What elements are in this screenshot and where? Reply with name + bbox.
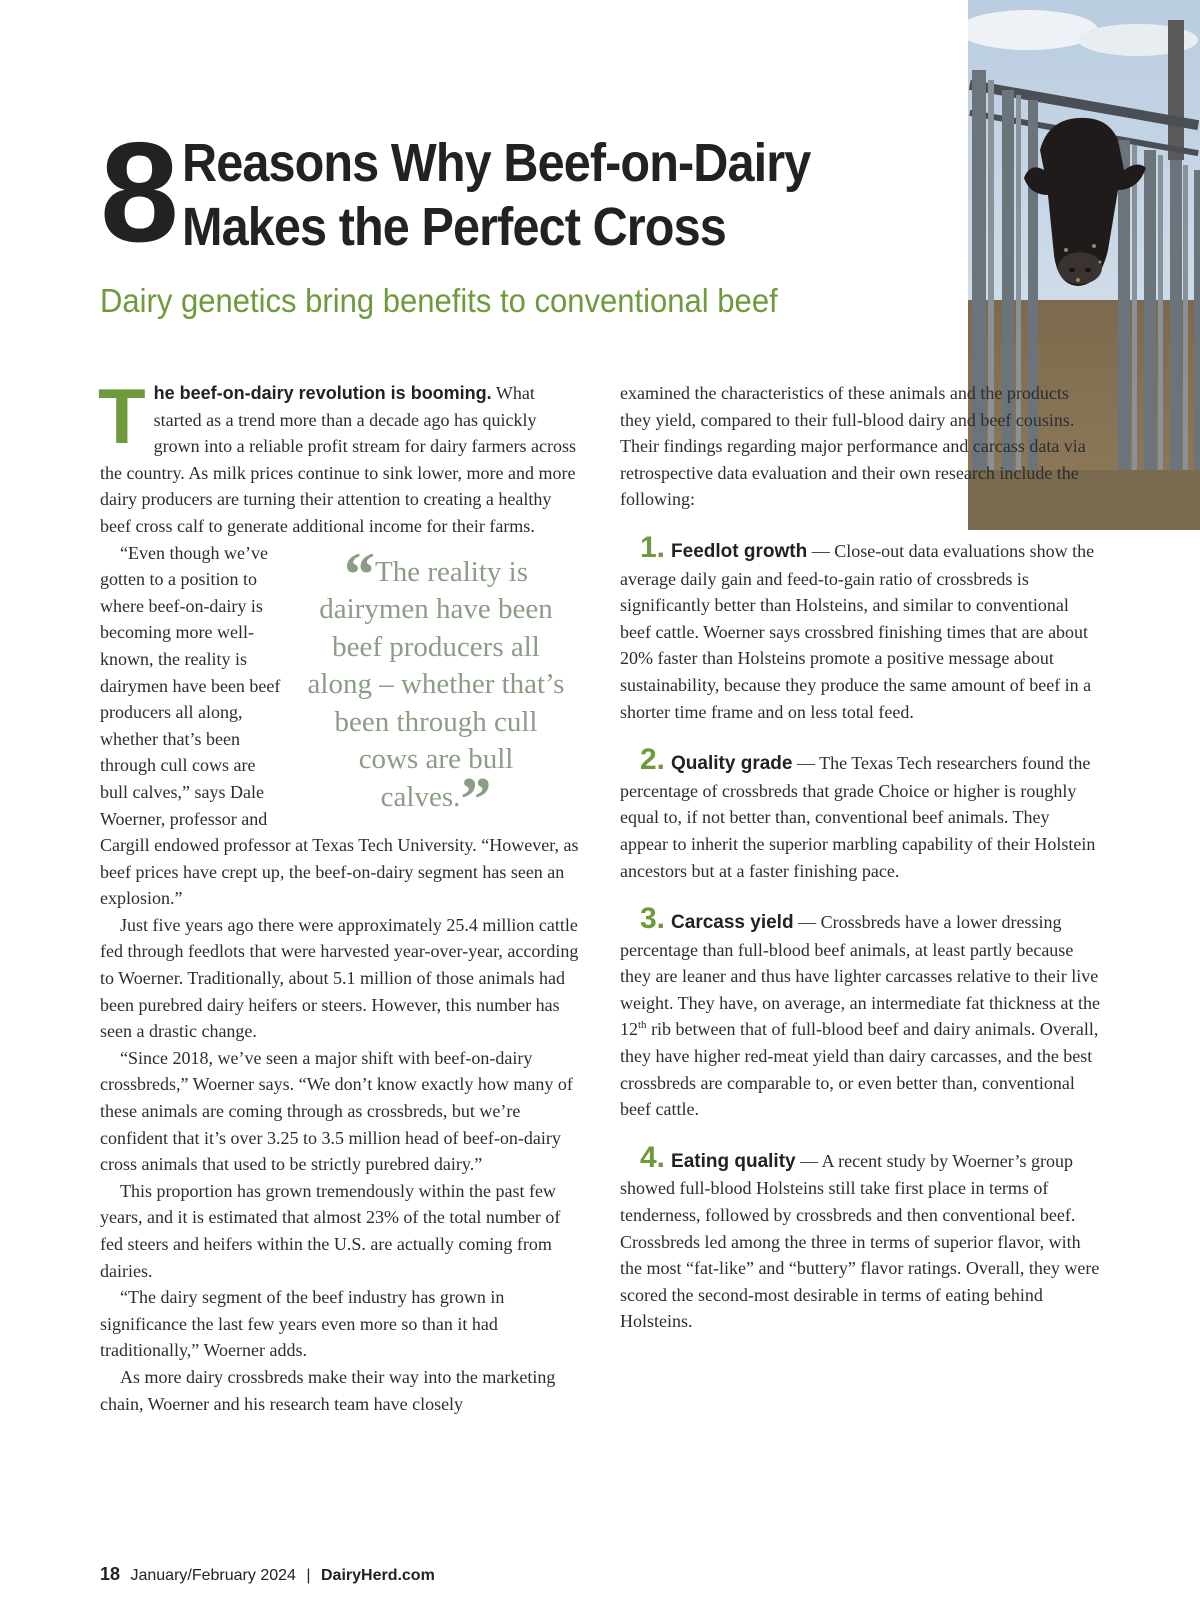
body-paragraph: This proportion has grown tremendously within the past few years, and it is estimated that almost 23% of the total number of fed steers and heifers within the U.S. are actually coming from dairies. — [100, 1180, 561, 1281]
item-body: — A recent study by Woerner’s group showed full-blood Holsteins still take first place in terms of tenderness, followed by crossbreds and then conventional beef. Crossbreds led among the three in terms of superior flavor, with the most “fat-like” and “buttery” flavor ratings. Overall, they were scored the second-most desirable in terms of eating behind Holsteins. — [620, 1150, 1100, 1332]
item-body: rib between that of full-blood beef and dairy animals. Overall, they have higher red-meat yield than dairy carcasses, and the best crossbreds are comparable to, or even better than, conventional beef cattle. — [620, 1019, 1099, 1120]
article-column-left — [98, 372, 580, 1417]
intro-paragraph — [98, 372, 580, 540]
body-paragraph: “Since 2018, we’ve seen a major shift with beef-on-dairy crossbreds,” Woerner says. “We don’t know exactly how many of these animals are coming through as crossbreds, but we’re confident that it’s over 3.25 to 3.5 million head of beef-on-dairy cross animals that used to be strictly purebred dairy.” — [100, 1047, 573, 1175]
close-quote-mark: ” — [460, 765, 492, 834]
page-number: 18 — [100, 1564, 121, 1584]
open-quote-mark: “ — [343, 540, 375, 609]
item-body: — Crossbreds have a lower dressing percentage than full-blood beef animals, at least partly because they are leaner and thus have lighter carcasses relative to their live weight. They have, on average, an intermediate fat thickness at the 12 — [620, 912, 1100, 1040]
item-number: 2. — [640, 743, 666, 777]
superscript: th — [638, 1019, 647, 1032]
list-item-eating-quality — [620, 1140, 1100, 1335]
item-number: 3. — [640, 902, 666, 936]
item-number: 4. — [640, 1140, 666, 1174]
item-number: 1. — [640, 530, 666, 564]
pull-quote-text: The reality is dairymen have been beef producers all along – whether that’s been through cull cows are bull calves. — [307, 555, 565, 813]
item-body: — The Texas Tech researchers found the percentage of crossbreds that grade Choice or higher is roughly equal to, if not better than, conventional beef animals. They appear to inherit the superior marbling capability of their Holstein ancestors but at a faster finishing pace. — [620, 753, 1096, 881]
subtitle: Dairy genetics bring benefits to conventional beef — [100, 282, 778, 319]
lead-in: he beef-on-dairy revolution is booming. — [153, 383, 492, 403]
intro-text: What started as a trend more than a decade ago has quickly grown into a reliable profit stream for dairy farmers across the country. As milk prices continue to sink lower, more and more dairy producers are turning their attention to creating a healthy beef cross calf to generate additional income for their farms. — [100, 383, 576, 536]
item-title: Carcass yield — [671, 912, 794, 934]
item-body: — Close-out data evaluations show the average daily gain and feed-to-gain ratio of crossbreds is significantly better than Holsteins, and similar to conventional beef cattle. Woerner says crossbred finishing times that are about 20% faster than Holsteins promote a positive message about sustainability, because they produce the same amount of beef in a shorter time frame and on less total feed. — [620, 540, 1095, 722]
list-item-quality-grade — [620, 743, 1100, 884]
headline-line-1: Reasons Why Beef-on-Dairy — [182, 133, 811, 193]
pull-quote — [302, 540, 570, 834]
site-link[interactable]: DairyHerd.com — [320, 1567, 435, 1584]
body-paragraph: Just five years ago there were approximately 25.4 million cattle fed through feedlots that were harvested year-over-year, according to Woerner. Traditionally, about 5.1 million of those animals had been purebred dairy heifers or steers. However, this number has seen a drastic change. — [100, 914, 579, 1042]
issue-date: January/February 2024 — [130, 1567, 296, 1584]
body-paragraph: examined the characteristics of these animals and the products they yield, compared to their full-blood dairy and beef cousins. Their findings regarding major performance and carcass data via retrospective data evaluation and their own research include the following: — [620, 383, 1086, 510]
headline — [100, 113, 960, 272]
list-item-carcass-yield — [620, 902, 1100, 1123]
body-paragraph: As more dairy crossbreds make their way into the marketing chain, Woerner and his research team have closely — [100, 1366, 556, 1414]
headline-number: 8 — [100, 113, 175, 272]
body-paragraph: “The dairy segment of the beef industry has grown in significance the last few years even more so than it had traditionally,” Woerner adds. — [100, 1287, 505, 1361]
item-title: Quality grade — [671, 753, 793, 775]
body-paragraph: “Even though we’ve gotten to a position to where beef-on-dairy is becoming more well-known, the reality is dairymen have been beef producers all along, whether that’s been through cull cows are bull calves,” says Dale Woerner, professor and Cargill endowed professor at Texas Tech University. “However, as beef prices have crept up, the beef-on-dairy segment has seen an explosion.” — [100, 542, 579, 909]
page-footer — [100, 1564, 435, 1585]
headline-line-2: Makes the Perfect Cross — [182, 197, 726, 257]
item-title: Eating quality — [671, 1150, 796, 1172]
drop-cap: T — [98, 372, 146, 460]
list-item-feedlot-growth — [620, 530, 1100, 725]
item-title: Feedlot growth — [671, 540, 808, 562]
footer-separator: | — [306, 1567, 311, 1584]
article-column-right — [620, 380, 1100, 1335]
